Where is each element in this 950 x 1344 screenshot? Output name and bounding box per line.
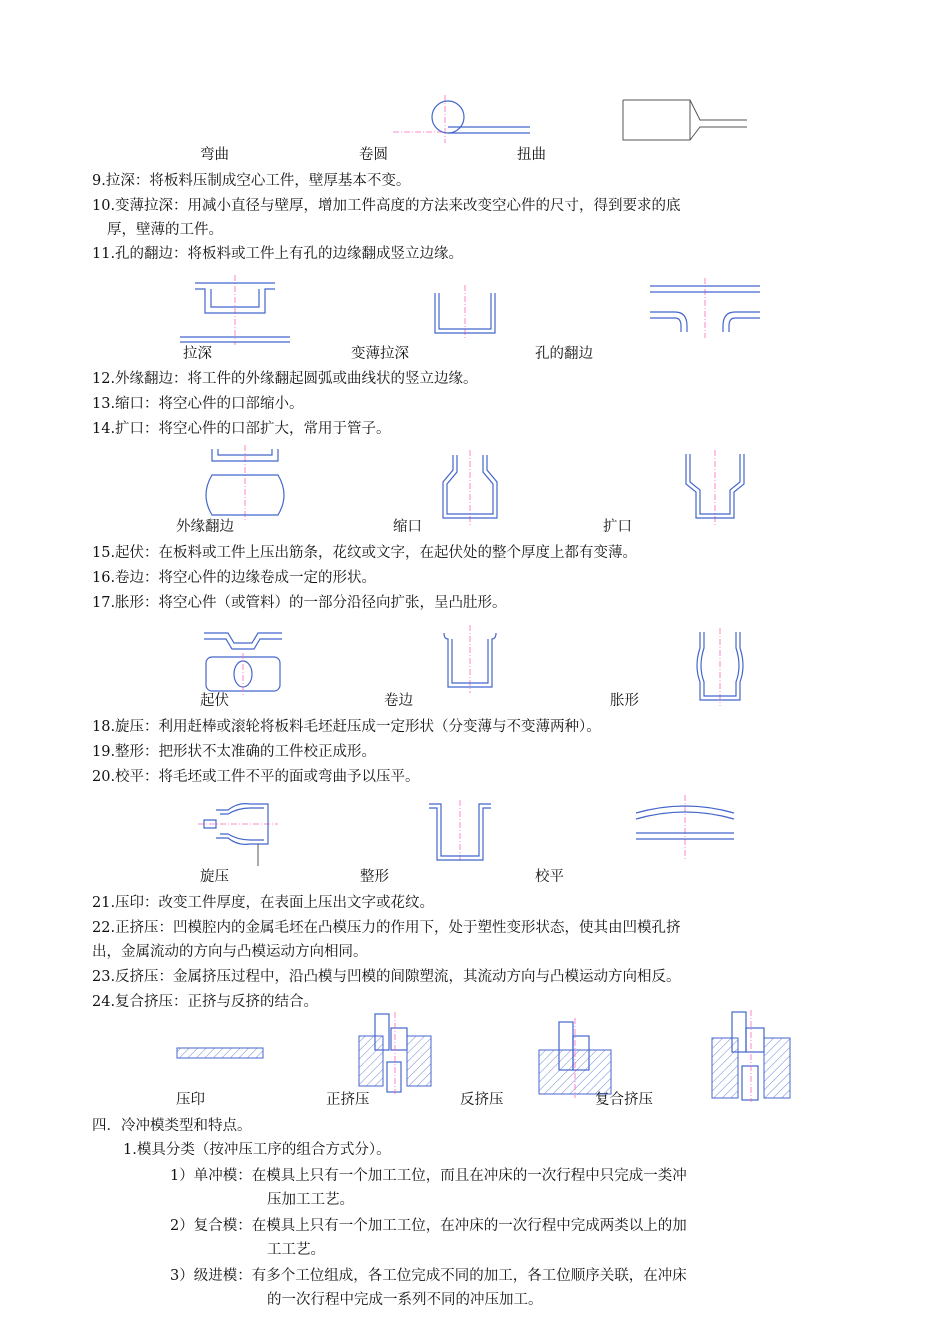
caption-flaring: 扩口 — [603, 519, 632, 535]
single-die-line1: 1）单冲模：在模具上只有一个加工工位，而且在冲床的一次行程中只完成一类冲 — [170, 1168, 687, 1184]
item-21: 21.压印：改变工件厚度，在表面上压出文字或花纹。 — [92, 895, 435, 911]
caption-ironing: 变薄拉深 — [351, 346, 409, 362]
caption-sizing: 整形 — [360, 869, 389, 885]
item-23: 23.反挤压：金属挤压过程中，沿凸模与凹模的间隙塑流，其流动方向与凸模运动方向相反。 — [92, 969, 681, 985]
figure-ironing — [425, 285, 505, 340]
item-15: 15.起伏：在板料或工件上压出筋条，花纹或文字，在起伏处的整个厚度上都有变薄。 — [92, 545, 638, 561]
figure-twist — [615, 95, 755, 145]
item-11: 11.孔的翻边：将板料或工件上有孔的边缘翻成竖立边缘。 — [92, 246, 464, 262]
item-13: 13.缩口：将空心件的口部缩小。 — [92, 396, 304, 412]
caption-twist: 扭曲 — [517, 147, 546, 163]
item-12: 12.外缘翻边：将工件的外缘翻起圆弧或曲线状的竖立边缘。 — [92, 371, 478, 387]
item-19: 19.整形：把形状不太准确的工件校正成形。 — [92, 744, 377, 760]
caption-forward-extrusion: 正挤压 — [326, 1092, 370, 1108]
caption-combined-extrusion: 复合挤压 — [595, 1092, 653, 1108]
caption-spinning: 旋压 — [200, 869, 229, 885]
item-24: 24.复合挤压：正挤与反挤的结合。 — [92, 994, 319, 1010]
figure-deep-drawing — [175, 275, 295, 347]
figure-spinning — [198, 798, 278, 868]
compound-die-line2: 工工艺。 — [267, 1242, 325, 1258]
figure-outer-flanging — [200, 445, 290, 520]
section-4-heading: 四．冷冲模类型和特点。 — [92, 1118, 252, 1134]
figure-flattening — [630, 795, 740, 860]
caption-hole-flanging: 孔的翻边 — [535, 346, 593, 362]
figure-curl — [385, 95, 540, 145]
compound-die-line1: 2）复合模：在模具上只有一个加工工位，在冲床的一次行程中完成两类以上的加 — [170, 1218, 687, 1234]
section-4-subheading: 1.模具分类（按冲压工序的组合方式分）。 — [123, 1142, 391, 1158]
item-17: 17.胀形：将空心件（或管料）的一部分沿径向扩张，呈凸肚形。 — [92, 595, 507, 611]
figure-coining — [175, 1045, 265, 1061]
figure-backward-extrusion — [535, 1018, 615, 1098]
caption-bulging: 胀形 — [610, 693, 639, 709]
single-die-line2: 压加工工艺。 — [267, 1192, 354, 1208]
item-22-line2: 出，金属流动的方向与凸模运动方向相同。 — [92, 944, 368, 960]
caption-flattening: 校平 — [535, 869, 564, 885]
item-16: 16.卷边：将空心件的边缘卷成一定的形状。 — [92, 570, 377, 586]
caption-outer-flanging: 外缘翻边 — [176, 519, 234, 535]
item-18: 18.旋压：利用赶棒或滚轮将板料毛坯赶压成一定形状（分变薄与不变薄两种）。 — [92, 719, 601, 735]
progressive-die-line1: 3）级进模：有多个工位组成，各工位完成不同的加工，各工位顺序关联，在冲床 — [170, 1268, 687, 1284]
figure-embossing — [198, 625, 288, 695]
item-14: 14.扩口：将空心件的口部扩大，常用于管子。 — [92, 421, 391, 437]
caption-coining: 压印 — [176, 1092, 205, 1108]
item-9: 9.拉深：将板料压制成空心工件，壁厚基本不变。 — [92, 173, 411, 189]
figure-sizing — [425, 800, 495, 862]
figure-necking — [435, 450, 505, 525]
item-22-line1: 22.正挤压：凹模腔内的金属毛坯在凸模压力的作用下，处于塑性变形状态，使其由凹模孔挤 — [92, 920, 681, 936]
figure-hole-flanging — [645, 278, 765, 340]
item-10-line1: 10.变薄拉深：用减小直径与壁厚，增加工件高度的方法来改变空心件的尺寸，得到要求的底 — [92, 198, 681, 214]
figure-forward-extrusion — [355, 1012, 435, 1094]
caption-curl: 卷圆 — [359, 147, 388, 163]
item-10-line2: 厚，壁薄的工件。 — [107, 222, 223, 238]
caption-backward-extrusion: 反挤压 — [460, 1092, 504, 1108]
caption-necking: 缩口 — [393, 519, 422, 535]
figure-bulging — [690, 628, 750, 706]
caption-edge-curling: 卷边 — [384, 693, 413, 709]
figure-combined-extrusion — [708, 1010, 794, 1102]
figure-edge-curling — [440, 625, 500, 693]
figure-flaring — [680, 450, 750, 525]
caption-embossing: 起伏 — [200, 693, 229, 709]
caption-deep-drawing: 拉深 — [183, 346, 212, 362]
caption-bend: 弯曲 — [200, 147, 229, 163]
progressive-die-line2: 的一次行程中完成一系列不同的冲压加工。 — [267, 1292, 543, 1308]
item-20: 20.校平：将毛坯或工件不平的面或弯曲予以压平。 — [92, 769, 420, 785]
